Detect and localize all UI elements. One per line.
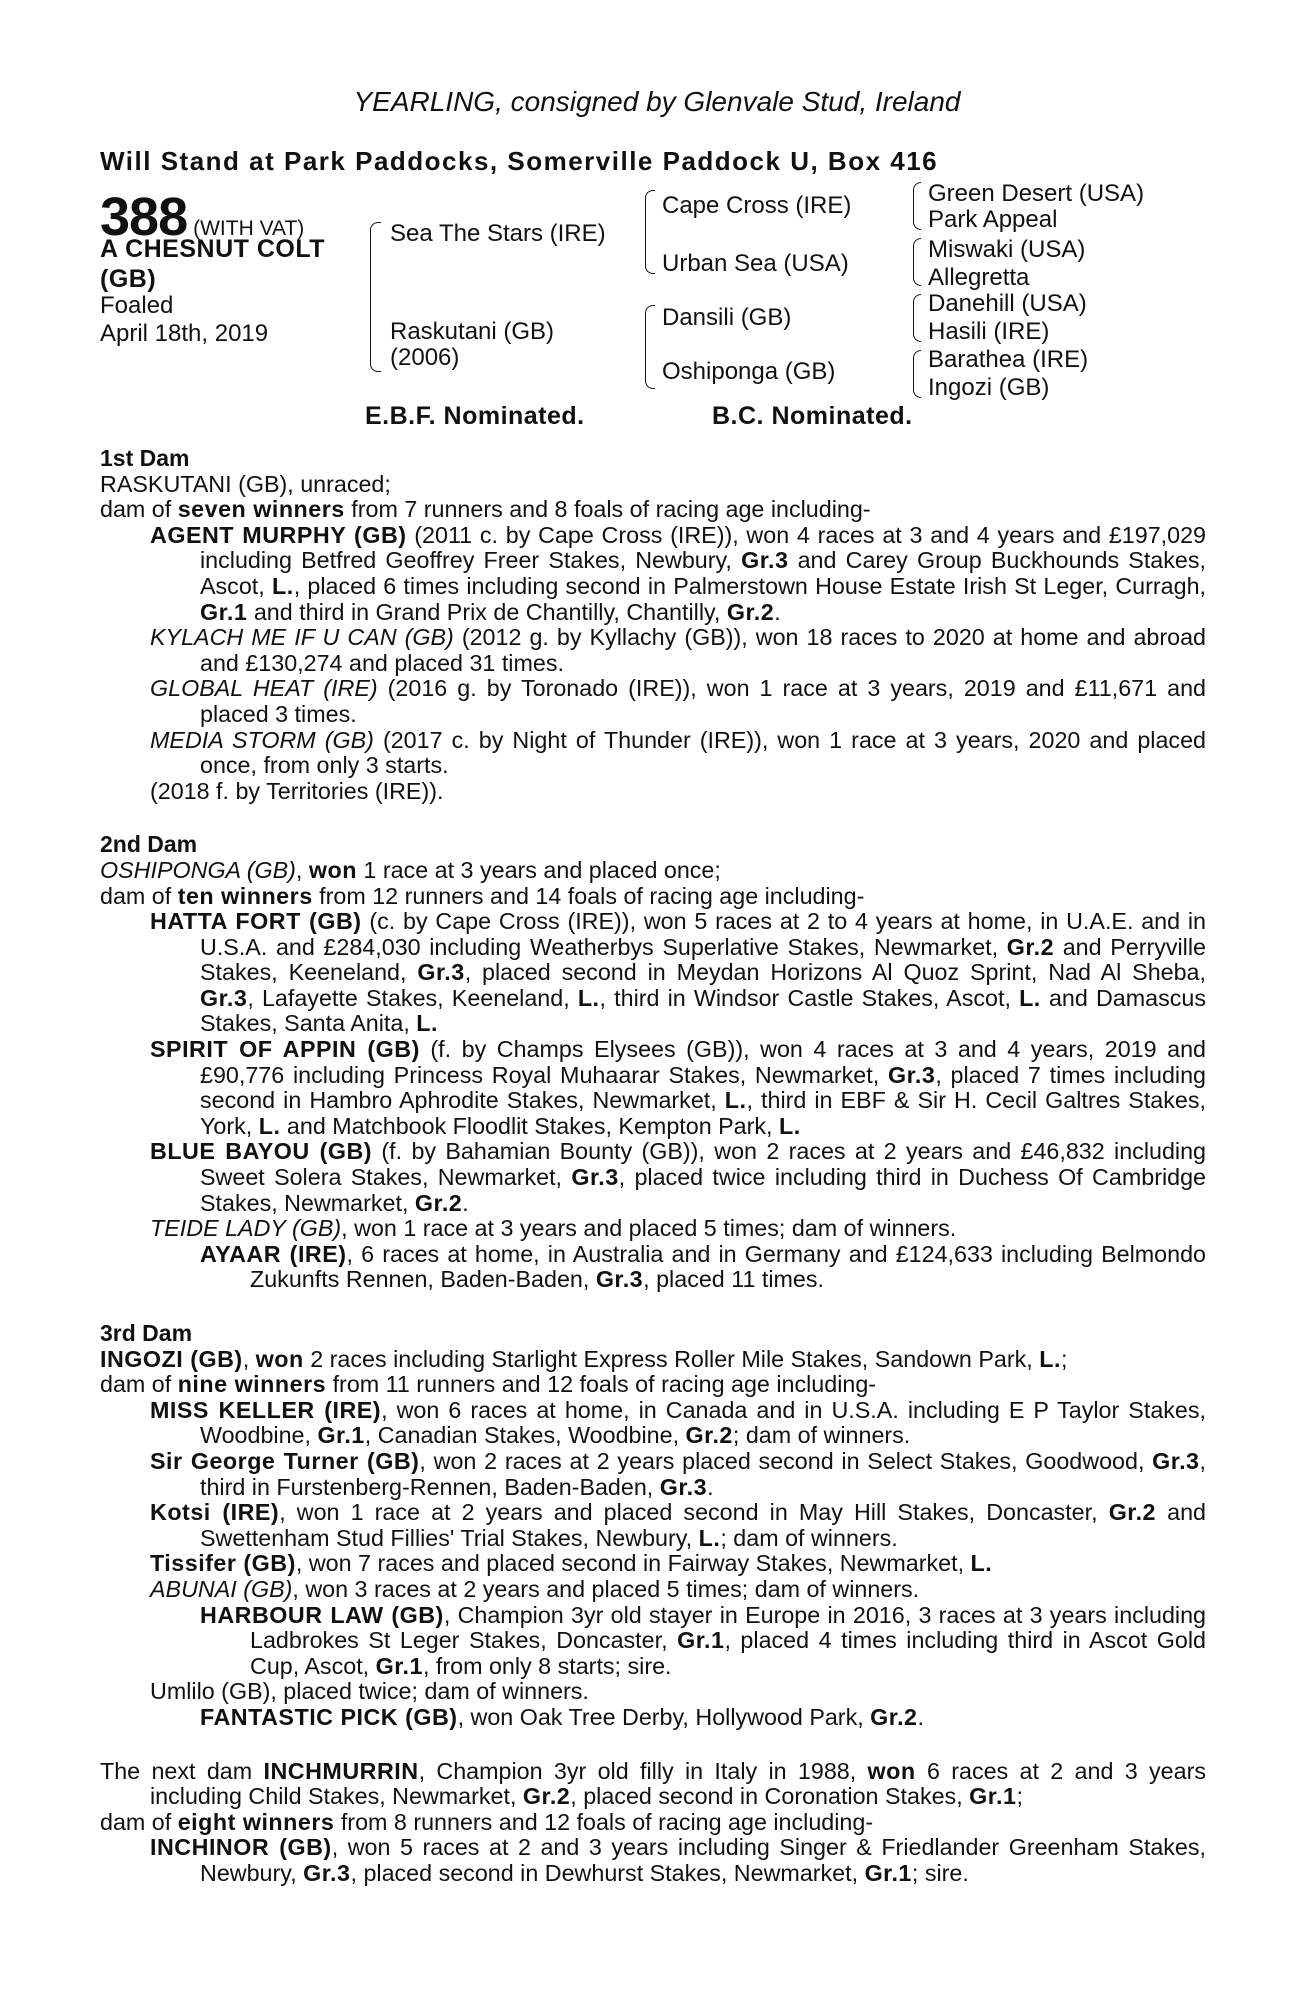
produce-media-storm: MEDIA STORM (GB) (2017 c. by Night of Thunder (IRE)), won 1 race at 3 years, 2020 and placed once, from only 3 starts. — [150, 726, 1206, 779]
ebf-nominated: E.B.F. Nominated. — [365, 402, 585, 430]
colt-line1: A CHESNUT COLT — [100, 235, 326, 263]
g-brace-1 — [913, 182, 921, 230]
produce-fantastic-pick: FANTASTIC PICK (GB), won Oak Tree Derby, Hollywood Park, Gr.2. — [200, 1703, 924, 1730]
pedigree-dam-sire: Dansili (GB) — [662, 304, 792, 331]
dam1-line1: RASKUTANI (GB), unraced; — [100, 470, 391, 497]
g-brace-2 — [913, 238, 921, 286]
dam-line-brace — [645, 305, 655, 389]
produce-kotsi: Kotsi (IRE), won 1 race at 2 years and placed second in May Hill Stakes, Doncaster, Gr.2 and Swettenham Stud Fillies' Trial Stakes, Newbury, L.; dam of winners. — [150, 1499, 1206, 1551]
dam2-line2: dam of ten winners from 12 runners and 14 foals of racing age including- — [100, 882, 865, 909]
pedigree-sire-dam: Urban Sea (USA) — [662, 250, 849, 277]
pedigree-g2: Park Appeal — [928, 206, 1058, 233]
foaled-label: Foaled — [100, 292, 174, 319]
produce-sir-george-turner: Sir George Turner (GB), won 2 races at 2 years placed second in Select Stakes, Goodwood, Gr.3, third in Furstenberg-Rennen, Baden-Baden, Gr.3. — [150, 1447, 1206, 1500]
produce-ayaar: AYAAR (IRE), 6 races at home, in Australia and in Germany and £124,633 including Belmondo Zukunfts Rennen, Baden-Baden, Gr.3, placed 11 times. — [200, 1240, 1206, 1293]
next-dam-line1: The next dam INCHMURRIN, Champion 3yr old filly in Italy in 1988, won 6 races at 2 and 3 years including Child Stakes, Newmarket, Gr.2, placed second in Coronation Stakes, Gr.1; — [100, 1757, 1206, 1810]
pedigree-dam-year: (2006) — [390, 344, 460, 371]
colt-line2: (GB) — [100, 265, 157, 293]
g-brace-4 — [913, 350, 921, 398]
second-dam-heading: 2nd Dam — [100, 831, 198, 858]
produce-inchinor: INCHINOR (GB), won 5 races at 2 and 3 years including Singer & Friedlander Greenham Stakes, Newbury, Gr.3, placed second in Dewhurst Stakes, Newmarket, Gr.1; sire. — [150, 1834, 1207, 1886]
g-brace-3 — [913, 294, 921, 342]
produce-harbour-law: HARBOUR LAW (GB), Champion 3yr old stayer in Europe in 2016, 3 races at 3 years including Ladbrokes St Leger Stakes, Doncaster, Gr.1, placed 4 times including third in Ascot Gold Cup, Ascot, Gr.1, from only 8 starts; sire. — [200, 1601, 1206, 1679]
pedigree-dam: Raskutani (GB) — [390, 318, 555, 345]
vat-label: (WITH VAT) — [193, 217, 305, 240]
sire-line-brace — [645, 190, 655, 274]
pedigree-g1: Green Desert (USA) — [928, 180, 1145, 207]
pedigree-g8: Ingozi (GB) — [928, 374, 1050, 401]
pedigree-sire: Sea The Stars (IRE) — [390, 220, 606, 247]
produce-tissifer: Tissifer (GB), won 7 races and placed second in Fairway Stakes, Newmarket, L. — [150, 1550, 993, 1577]
produce-global-heat: GLOBAL HEAT (IRE) (2016 g. by Toronado (IRE)), won 1 race at 3 years, 2019 and £11,671 and placed 3 times. — [150, 675, 1206, 727]
bc-nominated: B.C. Nominated. — [712, 402, 913, 430]
sire-dam-brace — [370, 222, 381, 372]
produce-spirit-of-appin: SPIRIT OF APPIN (GB) (f. by Champs Elysees (GB)), won 4 races at 3 and 4 years, 2019 and £90,776 including Princess Royal Muhaarar Stakes, Newmarket, Gr.3, placed 7 times including second in Hambro Aphrodite Stakes, Newmarket, L., third in EBF & Sir H. Cecil Galtres Stakes, York, L. and Matchbook Floodlit Stakes, Kempton Park, L. — [150, 1036, 1206, 1139]
produce-teide-lady: TEIDE LADY (GB), won 1 race at 3 years and placed 5 times; dam of winners. — [150, 1215, 957, 1242]
pedigree-g3: Miswaki (USA) — [928, 236, 1086, 263]
pedigree-dam-dam: Oshiponga (GB) — [662, 358, 836, 385]
dam2-line1: OSHIPONGA (GB), won 1 race at 3 years and placed once; — [100, 856, 721, 883]
stand-location: Will Stand at Park Paddocks, Somerville Paddock U, Box 416 — [100, 146, 939, 176]
produce-hatta-fort: HATTA FORT (GB) (c. by Cape Cross (IRE)), won 5 races at 2 to 4 years at home, in U.A.E. and in U.S.A. and £284,030 including Weatherbys Superlative Stakes, Newmarket, Gr.2 and Perryville Stakes, Keeneland, Gr.3, placed second in Meydan Horizons Al Quoz Sprint, Nad Al Sheba, Gr.3, Lafayette Stakes, Keeneland, L., third in Windsor Castle Stakes, Ascot, L. and Damascus Stakes, Santa Anita, L. — [150, 908, 1206, 1037]
next-dam-line2: dam of eight winners from 8 runners and 12 foals of racing age including- — [100, 1808, 874, 1835]
pedigree-g5: Danehill (USA) — [928, 290, 1087, 317]
produce-umlilo: Umlilo (GB), placed twice; dam of winners. — [150, 1678, 589, 1705]
page-title: YEARLING, consigned by Glenvale Stud, Ireland — [353, 86, 961, 117]
third-dam-heading: 3rd Dam — [100, 1320, 193, 1346]
dam3-line2: dam of nine winners from 11 runners and 12 foals of racing age including- — [100, 1371, 877, 1398]
produce-2018-filly: (2018 f. by Territories (IRE)). — [150, 777, 444, 804]
produce-agent-murphy: AGENT MURPHY (GB) (2011 c. by Cape Cross (IRE)), won 4 races at 3 and 4 years and £197,029 including Betfred Geoffrey Freer Stakes, Newbury, Gr.3 and Carey Group Buckhounds Stakes, Ascot, L., placed 6 times including second in Palmerstown House Estate Irish St Leger, Curragh, Gr.1 and third in Grand Prix de Chantilly, Chantilly, Gr.2. — [150, 521, 1207, 625]
produce-miss-keller: MISS KELLER (IRE), won 6 races at home, in Canada and in U.S.A. including E P Taylor Stakes, Woodbine, Gr.1, Canadian Stakes, Woodbine, Gr.2; dam of winners. — [150, 1396, 1206, 1449]
foaled-date: April 18th, 2019 — [100, 320, 269, 347]
produce-abunai: ABUNAI (GB), won 3 races at 2 years and placed 5 times; dam of winners. — [150, 1575, 920, 1602]
pedigree-g6: Hasili (IRE) — [928, 318, 1050, 345]
lot-number: 388 — [100, 187, 188, 247]
pedigree-g7: Barathea (IRE) — [928, 346, 1089, 373]
foaled-info — [100, 292, 268, 348]
catalogue-body — [100, 446, 1206, 1886]
produce-blue-bayou: BLUE BAYOU (GB) (f. by Bahamian Bounty (GB)), won 2 races at 2 years and £46,832 including Sweet Solera Stakes, Newmarket, Gr.3, placed twice including third in Duchess Of Cambridge Stakes, Newmarket, Gr.2. — [150, 1138, 1206, 1216]
horse-description — [100, 234, 325, 294]
dam3-line1: INGOZI (GB), won 2 races including Starlight Express Roller Mile Stakes, Sandown Park, L.; — [100, 1345, 1068, 1372]
produce-kylach: KYLACH ME IF U CAN (GB) (2012 g. by Kyllachy (GB)), won 18 races to 2020 at home and abroad and £130,274 and placed 31 times. — [150, 624, 1206, 676]
dam1-line2: dam of seven winners from 7 runners and 8 foals of racing age including- — [100, 496, 871, 523]
first-dam-heading: 1st Dam — [100, 445, 190, 471]
pedigree-sire-sire: Cape Cross (IRE) — [662, 192, 852, 219]
pedigree-g4: Allegretta — [928, 264, 1030, 291]
